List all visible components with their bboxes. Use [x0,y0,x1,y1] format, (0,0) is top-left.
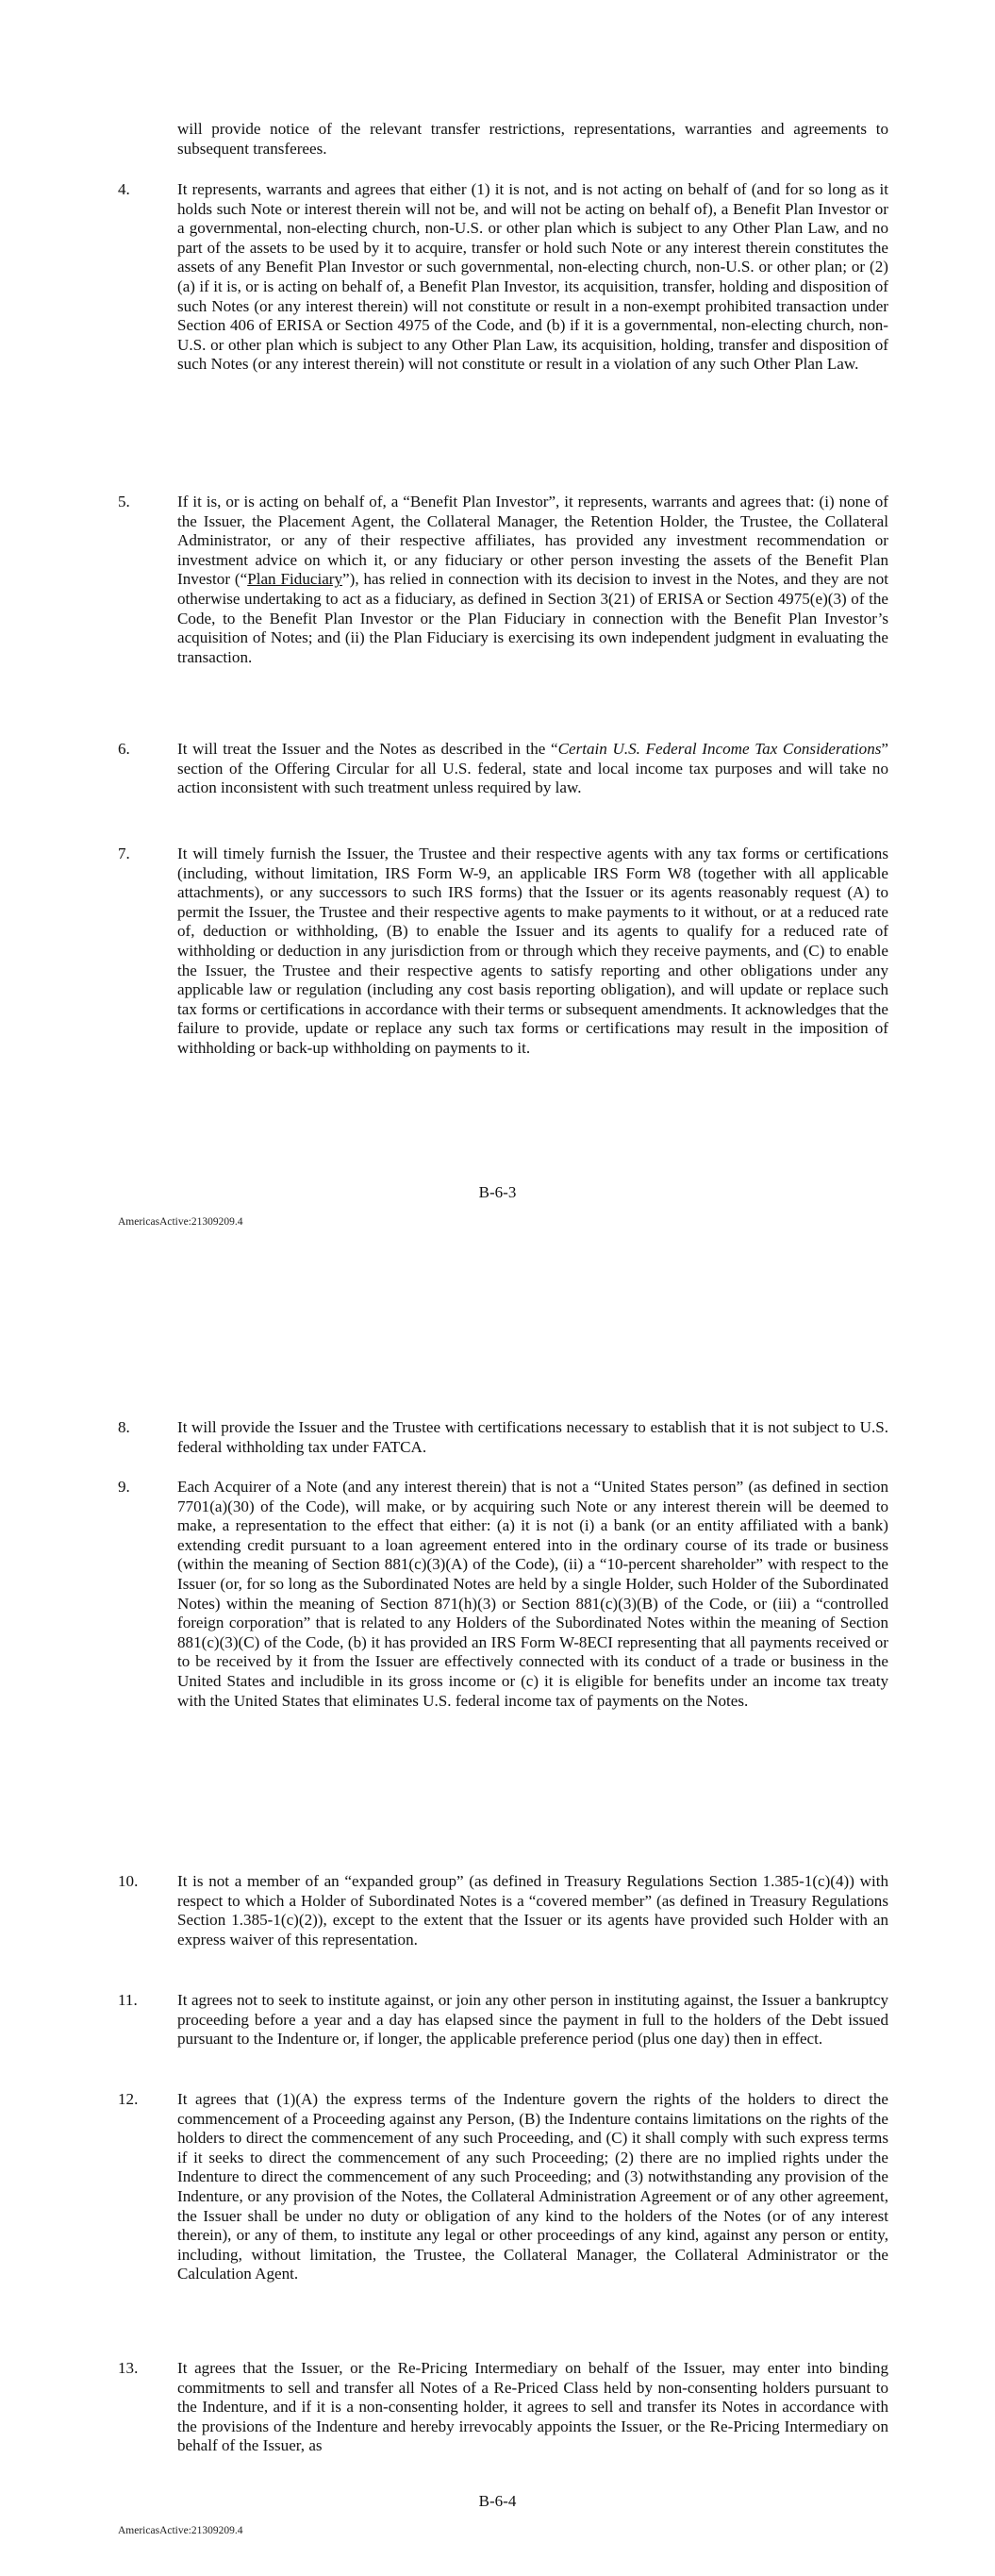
item-text: It agrees that the Issuer, or the Re-Pricing Intermediary on behalf of the Issuer, may enter into binding commitments to sell and transfer all Notes of a Re-Priced Class held by non-consenting holders pursuant to the Indenture, and if it is a non-consenting holder, it agrees to sell and transfer its Notes in accordance with the provisions of the Indenture and hereby irrevocably appoints the Issuer, or the Re-Pricing Intermediary on behalf of the Issuer, as [177,2359,888,2455]
page-number: B-6-4 [478,2492,517,2510]
item-number: 4. [118,180,130,198]
defined-term-plan-fiduciary: Plan Fiduciary [247,570,343,589]
item-number: 12. [118,2090,139,2108]
item-text: Each Acquirer of a Note (and any interest therein) that is not a “United States person” (as defined in section 7701(a)(30) of the Code), will make, or by acquiring such Note or any interest therein will be deemed to make, a representation to the effect that either: (a) it is not (i) a bank (or an entity affiliated with a bank) extending credit pursuant to a loan agreement entered into in the ordinary course of its trade or business (within the meaning of Section 881(c)(3)(A) of the Code), (ii) a “10-percent shareholder” with respect to the Issuer (or, for so long as the Subordinated Notes are held by a single Holder, such Holder of the Subordinated Notes) within the meaning of Section 871(h)(3) or Section 881(c)(3)(B) of the Code, or (iii) a “controlled foreign corporation” that is related to any Holders of the Subordinated Notes within the meaning of Section 881(c)(3)(C) of the Code, (b) it has provided an IRS Form W-8ECI representing that all payments received or to be received by it from the Issuer are effectively connected with its conduct of a trade or business in the United States and includible in its gross income or (c) it is eligible for benefits under an income tax treaty with the United States that eliminates U.S. federal income tax of payments on the Notes. [177,1478,888,1710]
document-footer-id: AmericasActive:21309209.4 [118,2525,243,2536]
item-text: It represents, warrants and agrees that either (1) it is not, and is not acting on behalf of (and for so long as it holds such Note or interest therein will not be, and will not be acting on behalf of), a Benefit Plan Investor or a governmental, non-electing church, non-U.S. or other plan which is subject to any Other Plan Law, and no part of the assets to be used by it to acquire, transfer or hold such Note or any interest therein constitutes the assets of any Benefit Plan Investor or such governmental, non-electing church, non-U.S. or other plan; or (2)(a) if it is, or is acting on behalf of, a Benefit Plan Investor, its acquisition, transfer, holding and disposition of such Notes (or any interest therein) will not constitute or result in a non-exempt prohibited transaction under Section 406 of ERISA or Section 4975 of the Code, and (b) if it is a governmental, non-electing church, non-U.S. or other plan which is subject to any Other Plan Law, its acquisition, holding, transfer and disposition of such Notes (or any interest therein) will not constitute or result in a violation of any such Other Plan Law. [177,180,888,374]
item-text: It is not a member of an “expanded group” (as defined in Treasury Regulations Section 1.385-1(c)(4)) with respect to which a Holder of Subordinated Notes is a “covered member” (as defined in Treasury Regulations Section 1.385-1(c)(2)), except to the extent that the Issuer or its agents have provided such Holder with an express waiver of this representation. [177,1872,888,1949]
item-text: It will timely furnish the Issuer, the Trustee and their respective agents with any tax forms or certifications (including, without limitation, IRS Form W-9, an applicable IRS Form W8 (together with all applicable attachments), or any successors to such IRS forms) that the Issuer or its agents reasonably request (A) to permit the Issuer, the Trustee and their respective agents to make payments to it without, or at a reduced rate of, deduction or withholding, (B) to enable the Issuer and its agents to qualify for a reduced rate of withholding or deduction in any jurisdiction from or through which they receive payments, and (C) to enable the Issuer, the Trustee and their respective agents to satisfy reporting and other obligations under any applicable law or regulation (including any cost basis reporting obligation), and will update or replace such tax forms or certifications in accordance with their terms or subsequent amendments. It acknowledges that the failure to provide, update or replace any such tax forms or certifications may result in the imposition of withholding or back-up withholding on payments to it. [177,845,888,1057]
item-number: 8. [118,1418,130,1436]
item-text: It agrees that (1)(A) the express terms of the Indenture govern the rights of the holders to direct the commencement of a Proceeding against any Person, (B) the Indenture contains limitations on the rights of the holders to direct the commencement of any such Proceeding, and (C) it shall comply with such express terms if it seeks to direct the commencement of any such Proceeding; (2) there are no implied rights under the Indenture to direct the commencement of any such Proceeding; and (3) notwithstanding any provision of the Indenture, or any provision of the Notes, the Collateral Administration Agreement or of any other agreement, the Issuer shall be under no duty or obligation of any kind to the holders of the Notes (or of any interest therein), or any of them, to institute any legal or other proceedings of any kind, against any person or entity, including, without limitation, the Trustee, the Collateral Manager, the Collateral Administrator or the Calculation Agent. [177,2090,888,2283]
item-number: 13. [118,2359,139,2377]
item-text-part: It will treat the Issuer and the Notes as described in the “ [177,740,558,758]
item-number: 7. [118,845,130,862]
item-number: 10. [118,1872,139,1890]
item-number: 5. [118,493,130,510]
section-title-italic: Certain U.S. Federal Income Tax Considerations [557,740,882,758]
page-b-6-3 [0,0,995,1274]
item-number: 11. [118,1991,138,2009]
item-text: It agrees not to seek to institute against, or join any other person in instituting against, the Issuer a bankruptcy proceeding before a year and a day has elapsed since the payment in full to the holders of the Debt issued pursuant to the Indenture or, if longer, the applicable preference period (plus one day) then in effect. [177,1991,888,2049]
item-text-part: If it is, or is acting on behalf of, a “Benefit Plan Investor”, it represents, warrants and agrees that: (i) none of the Issuer, the Placement Agent, the Collateral Manager, the Retention Holder, the Trustee, the Collateral Administrator, or any of their respective affiliates, has provided any investment recommendation or investment advice on which it, or any fiduciary or other person investing the assets of the Benefit Plan Investor (“ [177,493,888,589]
item-number: 6. [118,740,130,758]
item-text: It will provide the Issuer and the Trustee with certifications necessary to establish that it is not subject to U.S. federal withholding tax under FATCA. [177,1418,888,1456]
item-text [177,740,888,798]
item-text [177,493,888,667]
page-number: B-6-3 [478,1183,517,1201]
item-text-part: ” section of the Offering Circular for all U.S. federal, state and local income tax purposes and will take no action inconsistent with such treatment unless required by law. [177,740,889,797]
page-b-6-4 [0,1274,995,2576]
document-footer-id: AmericasActive:21309209.4 [118,1216,243,1228]
item-number: 9. [118,1478,130,1496]
item-text-part: ”), has relied in connection with its decision to invest in the Notes, and they are not otherwise undertaking to act as a fiduciary, as defined in Section 3(21) of ERISA or Section 4975(e)(3) of the Code, to the Benefit Plan Investor or the Plan Fiduciary in connection with the Benefit Plan Investor’s acquisition of Notes; and (ii) the Plan Fiduciary is exercising its own independent judgment in evaluating the transaction. [177,570,888,666]
carryover-paragraph: will provide notice of the relevant transfer restrictions, representations, warranties and agreements to subsequent transferees. [177,120,888,158]
